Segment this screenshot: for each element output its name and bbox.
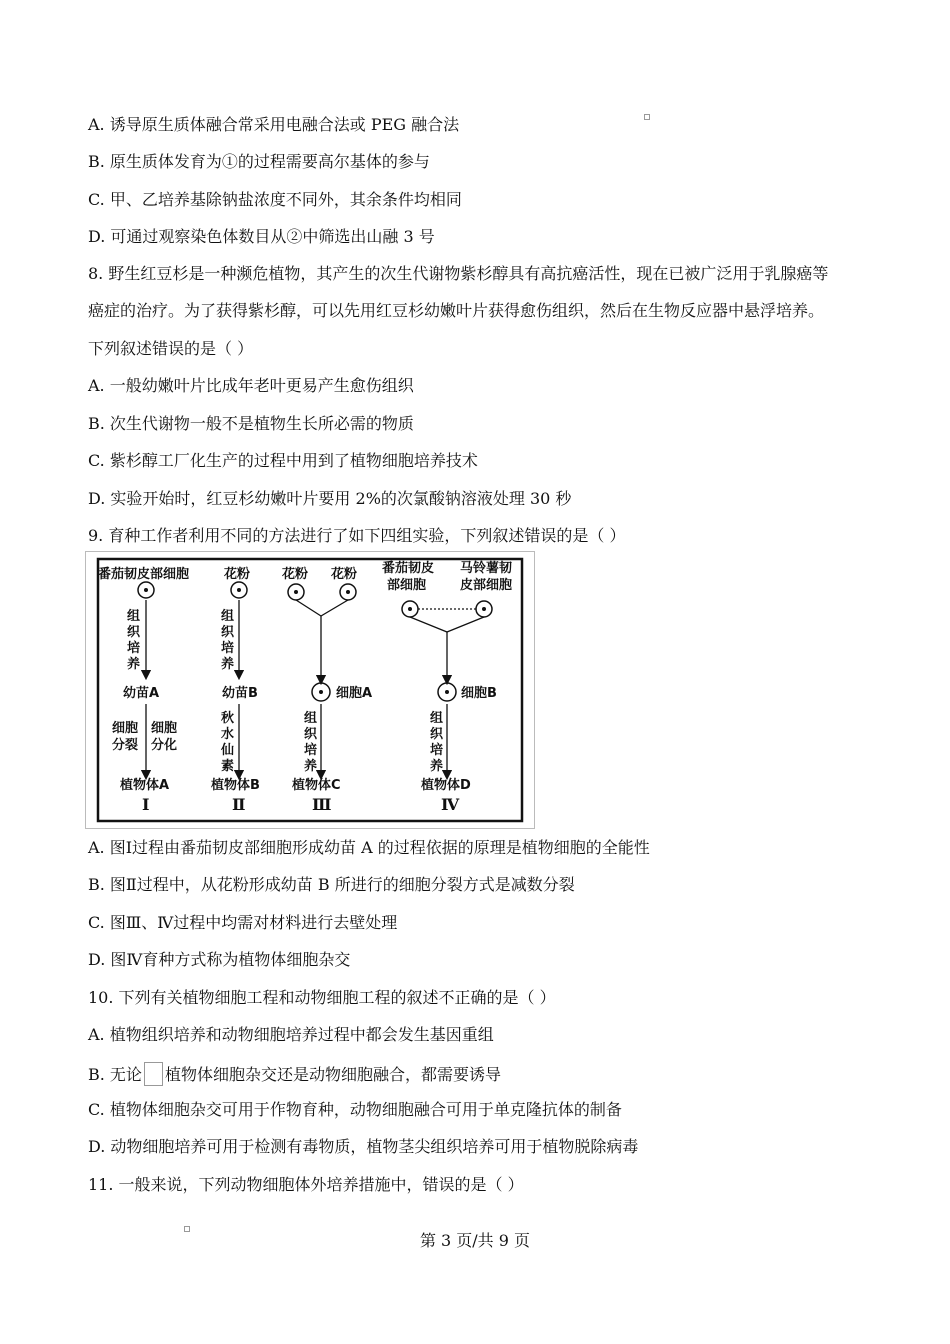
- q10-option-c: C. 植物体细胞杂交可用于作物育种，动物细胞融合可用于单克隆抗体的制备: [88, 1100, 622, 1119]
- svg-text:花粉: 花粉: [331, 567, 358, 582]
- svg-text:组: 组: [127, 609, 141, 624]
- col3-bottom-label: 植物体C: [292, 778, 341, 793]
- q10-option-b-text: 植物体细胞杂交还是动物细胞融合，都需要诱导: [164, 1065, 501, 1084]
- svg-text:养: 养: [127, 657, 141, 672]
- breeding-diagram: [85, 551, 535, 829]
- q10-stem: 10. 下列有关植物细胞工程和动物细胞工程的叙述不正确的是（ ）: [88, 988, 556, 1007]
- svg-text:织: 织: [127, 625, 141, 640]
- svg-text:织: 织: [221, 625, 235, 640]
- svg-text:养: 养: [304, 759, 318, 774]
- q8-stem-line-1: 8. 野生红豆杉是一种濒危植物，其产生的次生代谢物紫杉醇具有高抗癌活性，现在已被广泛用于乳腺癌等: [88, 264, 829, 283]
- q9-option-b: B. 图Ⅱ过程中，从花粉形成幼苗 B 所进行的细胞分裂方式是减数分裂: [88, 875, 575, 894]
- svg-text:水: 水: [221, 727, 235, 742]
- svg-text:仙: 仙: [221, 743, 235, 758]
- svg-text:马铃薯韧: 马铃薯韧: [460, 561, 513, 576]
- q8-option-c: C. 紫杉醇工厂化生产的过程中用到了植物细胞培养技术: [88, 451, 478, 470]
- q8-stem-line-3: 下列叙述错误的是（ ）: [88, 339, 254, 358]
- q8-option-a: A. 一般幼嫩叶片比成年老叶更易产生愈伤组织: [88, 376, 414, 395]
- q10-option-a: A. 植物组织培养和动物细胞培养过程中都会发生基因重组: [88, 1025, 494, 1044]
- q7-option-b: B. 原生质体发育为①的过程需要高尔基体的参与: [88, 152, 430, 171]
- scan-mark: [644, 114, 650, 120]
- svg-text:Ⅳ: Ⅳ: [441, 795, 460, 814]
- q9-option-a: A. 图Ⅰ过程由番茄韧皮部细胞形成幼苗 A 的过程依据的原理是植物细胞的全能性: [88, 838, 650, 857]
- col1-mid-label: 幼苗A: [123, 686, 160, 701]
- svg-text:培: 培: [221, 641, 235, 656]
- svg-text:培: 培: [127, 641, 141, 656]
- svg-text:组: 组: [221, 609, 235, 624]
- q9-stem: 9. 育种工作者利用不同的方法进行了如下四组实验，下列叙述错误的是（ ）: [88, 526, 626, 545]
- col2-bottom-label: 植物体B: [211, 778, 260, 793]
- svg-text:Ⅲ: Ⅲ: [312, 795, 332, 814]
- svg-text:秋: 秋: [221, 711, 235, 726]
- breeding-diagram-svg: [86, 552, 534, 828]
- svg-text:部细胞: 部细胞: [387, 578, 427, 593]
- svg-text:分化: 分化: [151, 738, 178, 753]
- page-footer: 第 3 页/共 9 页: [419, 1231, 531, 1250]
- q8-stem-line-2: 癌症的治疗。为了获得紫杉醇，可以先用红豆杉幼嫩叶片获得愈伤组织，然后在生物反应器中悬浮培养。: [88, 301, 825, 320]
- svg-text:细胞: 细胞: [112, 721, 139, 736]
- q8-option-d: D. 实验开始时，红豆杉幼嫩叶片要用 2%的次氯酸钠溶液处理 30 秒: [88, 489, 572, 508]
- svg-text:组: 组: [304, 711, 318, 726]
- svg-text:织: 织: [430, 727, 444, 742]
- svg-text:培: 培: [304, 743, 318, 758]
- svg-text:养: 养: [221, 657, 235, 672]
- svg-text:番茄韧皮: 番茄韧皮: [382, 561, 435, 576]
- col2-top-label: 花粉: [224, 567, 251, 582]
- col4-bottom-label: 植物体D: [421, 778, 471, 793]
- q10-option-d: D. 动物细胞培养可用于检测有毒物质，植物茎尖组织培养可用于植物脱除病毒: [88, 1137, 639, 1156]
- col3-mid-label: 细胞A: [336, 686, 373, 701]
- col1-bottom-label: 植物体A: [120, 778, 170, 793]
- q9-option-c: C. 图Ⅲ、Ⅳ过程中均需对材料进行去壁处理: [88, 913, 398, 932]
- q7-option-c: C. 甲、乙培养基除钠盐浓度不同外，其余条件均相同: [88, 190, 462, 209]
- svg-text:培: 培: [430, 743, 444, 758]
- q9-option-d: D. 图Ⅳ育种方式称为植物体细胞杂交: [88, 950, 351, 969]
- q10-option-b-prefix: B. 无论: [88, 1065, 142, 1084]
- svg-text:织: 织: [304, 727, 318, 742]
- q11-stem: 11. 一般来说，下列动物细胞体外培养措施中，错误的是（ ）: [88, 1175, 524, 1194]
- svg-text:Ⅱ: Ⅱ: [232, 795, 246, 814]
- q10-option-b: [88, 1062, 501, 1086]
- svg-text:分裂: 分裂: [112, 738, 139, 753]
- svg-text:养: 养: [430, 759, 444, 774]
- svg-text:Ⅰ: Ⅰ: [142, 795, 150, 814]
- svg-text:皮部细胞: 皮部细胞: [460, 578, 513, 593]
- svg-text:细胞: 细胞: [151, 721, 178, 736]
- col4-mid-label: 细胞B: [461, 686, 497, 701]
- col1-top-label: 番茄韧皮部细胞: [98, 567, 190, 582]
- q8-option-b: B. 次生代谢物一般不是植物生长所必需的物质: [88, 414, 414, 433]
- q7-option-a: A. 诱导原生质体融合常采用电融合法或 PEG 融合法: [88, 115, 460, 134]
- svg-text:花粉: 花粉: [282, 567, 309, 582]
- blank-box: [144, 1062, 163, 1086]
- q7-option-d: D. 可通过观察染色体数目从②中筛选出山融 3 号: [88, 227, 435, 246]
- svg-text:素: 素: [221, 759, 235, 774]
- svg-text:组: 组: [430, 711, 444, 726]
- col2-mid-label: 幼苗B: [222, 686, 258, 701]
